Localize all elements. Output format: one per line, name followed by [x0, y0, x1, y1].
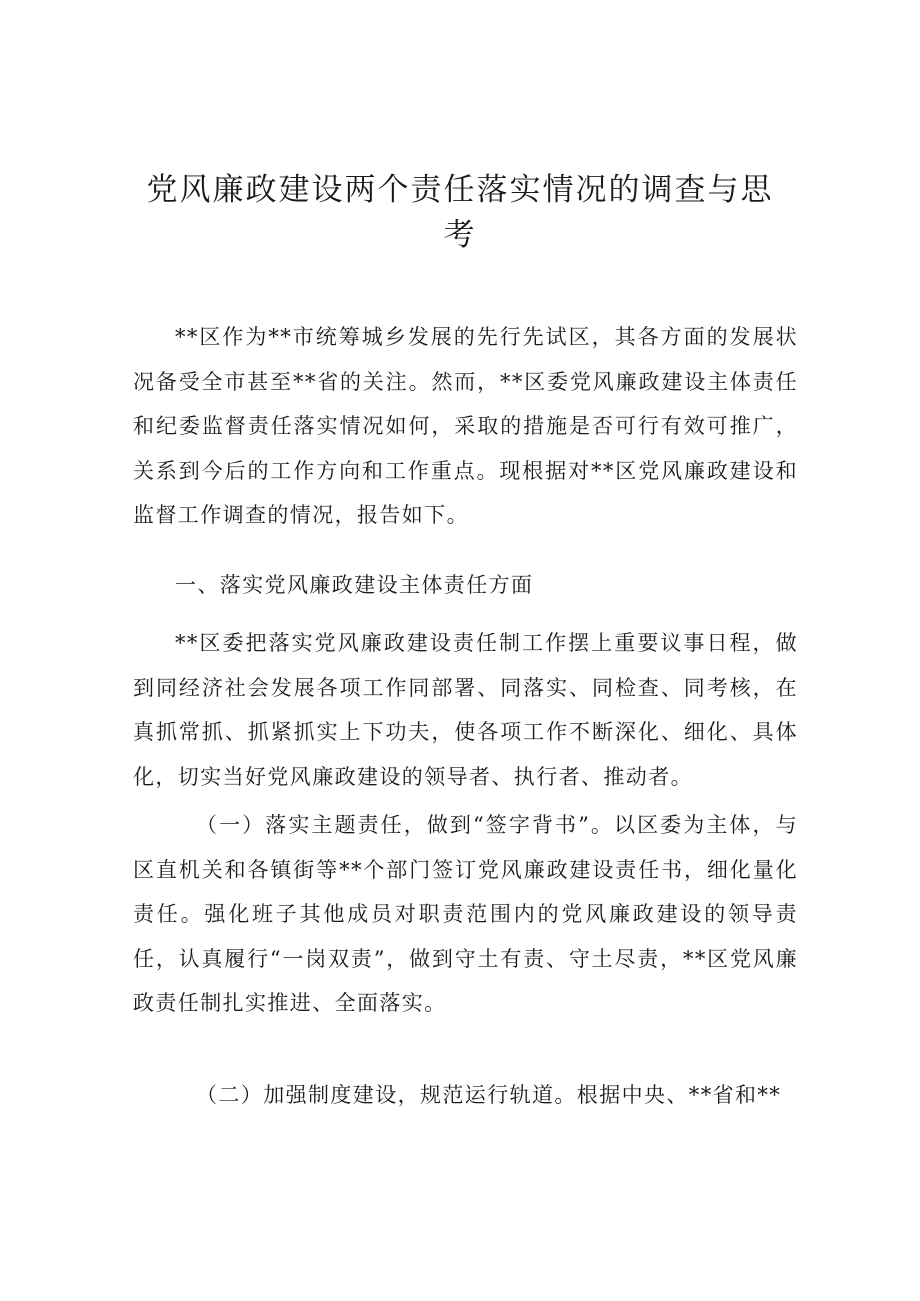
intro-paragraph: **区作为**市统筹城乡发展的先行先试区，其各方面的发展状况备受全市甚至**省的关注。然而，**区委党风廉政建设主体责任和纪委监督责任落实情况如何，采取的措施是否可行有效可推广，关系到今后的工作方向和工作重点。现根据对**区党风廉政建设和监督工作调查的情况，报告如下。 [133, 325, 798, 527]
document-title-line-2: 考 [443, 217, 477, 253]
subsection-1-paragraph: （一）落实主题责任，做到“签字背书”。以区委为主体，与区直机关和各镇街等**个部门签订党风廉政建设责任书，细化量化责任。强化班子其他成员对职责范围内的党风廉政建设的领导责任，认真履行“一岗双责”，做到守土有责、守土尽责，**区党风廉政责任制扎实推进、全面落实。 [133, 813, 798, 1015]
section-1-paragraph: **区委把落实党风廉政建设责任制工作摆上重要议事日程，做到同经济社会发展各项工作同部署、同落实、同检查、同考核，在真抓常抓、抓紧抓实上下功夫，使各项工作不断深化、细化、具体化，切实当好党风廉政建设的领导者、执行者、推动者。 [133, 631, 798, 789]
subsection-2-paragraph: （二）加强制度建设，规范运行轨道。根据中央、**省和** [196, 1083, 782, 1107]
document-title-line-1: 党风廉政建设两个责任落实情况的调查与思 [146, 172, 774, 208]
section-heading-1: 一、落实党风廉政建设主体责任方面 [175, 573, 534, 597]
